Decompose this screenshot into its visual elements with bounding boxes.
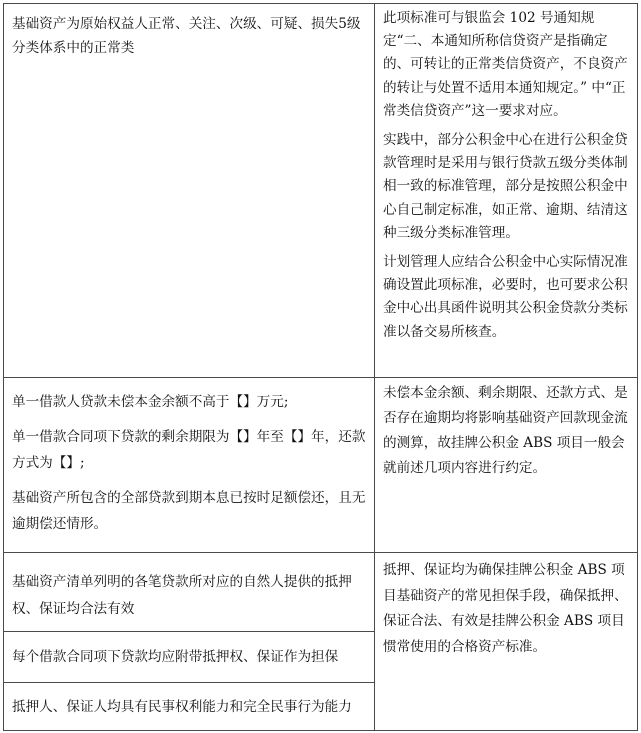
criterion-text: 单一借款合同项下贷款的剩余期限为【】年至【】年，还款方式为【】; (12, 429, 366, 471)
row3-left-cell-a (3, 552, 375, 632)
explanation-paragraph: 未偿本金余额、剩余期限、还款方式、是否存在逾期均将影响基础资产回款现金流的测算，故挂牌公积金 ABS 项目一般会就前述几项内容进行约定。 (383, 385, 628, 476)
criterion-text: 基础资产所包含的全部贷款到期本息已按时足额偿还，且无逾期偿还情形。 (12, 490, 366, 532)
explanation-paragraph: 此项标准可与银监会 102 号通知规定“二、本通知所称信贷资产是指确定的、可转让的正常类信贷资产，不良资产的转让与处置不适用本通知规定。” 中“正常类信贷资产”这一要求对应。 (383, 10, 628, 119)
row1-left-cell (3, 3, 375, 378)
criterion-text: 单一借款人贷款未偿本金余额不高于【】万元; (12, 394, 289, 410)
explanation-paragraph: 实践中，部分公积金中心在进行公积金贷款管理时是采用与银行贷款五级分类体制相一致的标准管理，部分是按照公积金中心自己制定标准，如正常、逾期、结清这种三级分类标准管理。 (383, 132, 628, 241)
criterion-text: 抵押人、保证人均具有民事权利能力和完全民事行为能力 (12, 699, 352, 715)
row3-left-cell-b (3, 631, 375, 683)
row2-right-cell (374, 377, 638, 553)
explanation-paragraph: 计划管理人应结合公积金中心实际情况准确设置此项标准，必要时，也可要求公积金中心出具函件说明其公积金贷款分类标准以备交易所核查。 (383, 254, 628, 340)
row3-right-cell (374, 552, 638, 731)
criterion-text: 基础资产为原始权益人正常、关注、次级、可疑、损失5级分类体系中的正常类 (12, 16, 361, 56)
row1-right-cell (374, 3, 638, 378)
explanation-paragraph: 抵押、保证均为确保挂牌公积金 ABS 项目基础资产的常见担保手段，确保抵押、保证合法、有效是挂牌公积金 ABS 项目惯常使用的合格资产标准。 (383, 562, 628, 655)
row2-left-cell (3, 377, 375, 553)
criterion-text: 每个借款合同项下贷款均应附带抵押权、保证作为担保 (12, 649, 339, 665)
row3-left-cell-c (3, 682, 375, 731)
criterion-text: 基础资产清单列明的各笔贷款所对应的自然人提供的抵押权、保证均合法有效 (12, 574, 352, 617)
